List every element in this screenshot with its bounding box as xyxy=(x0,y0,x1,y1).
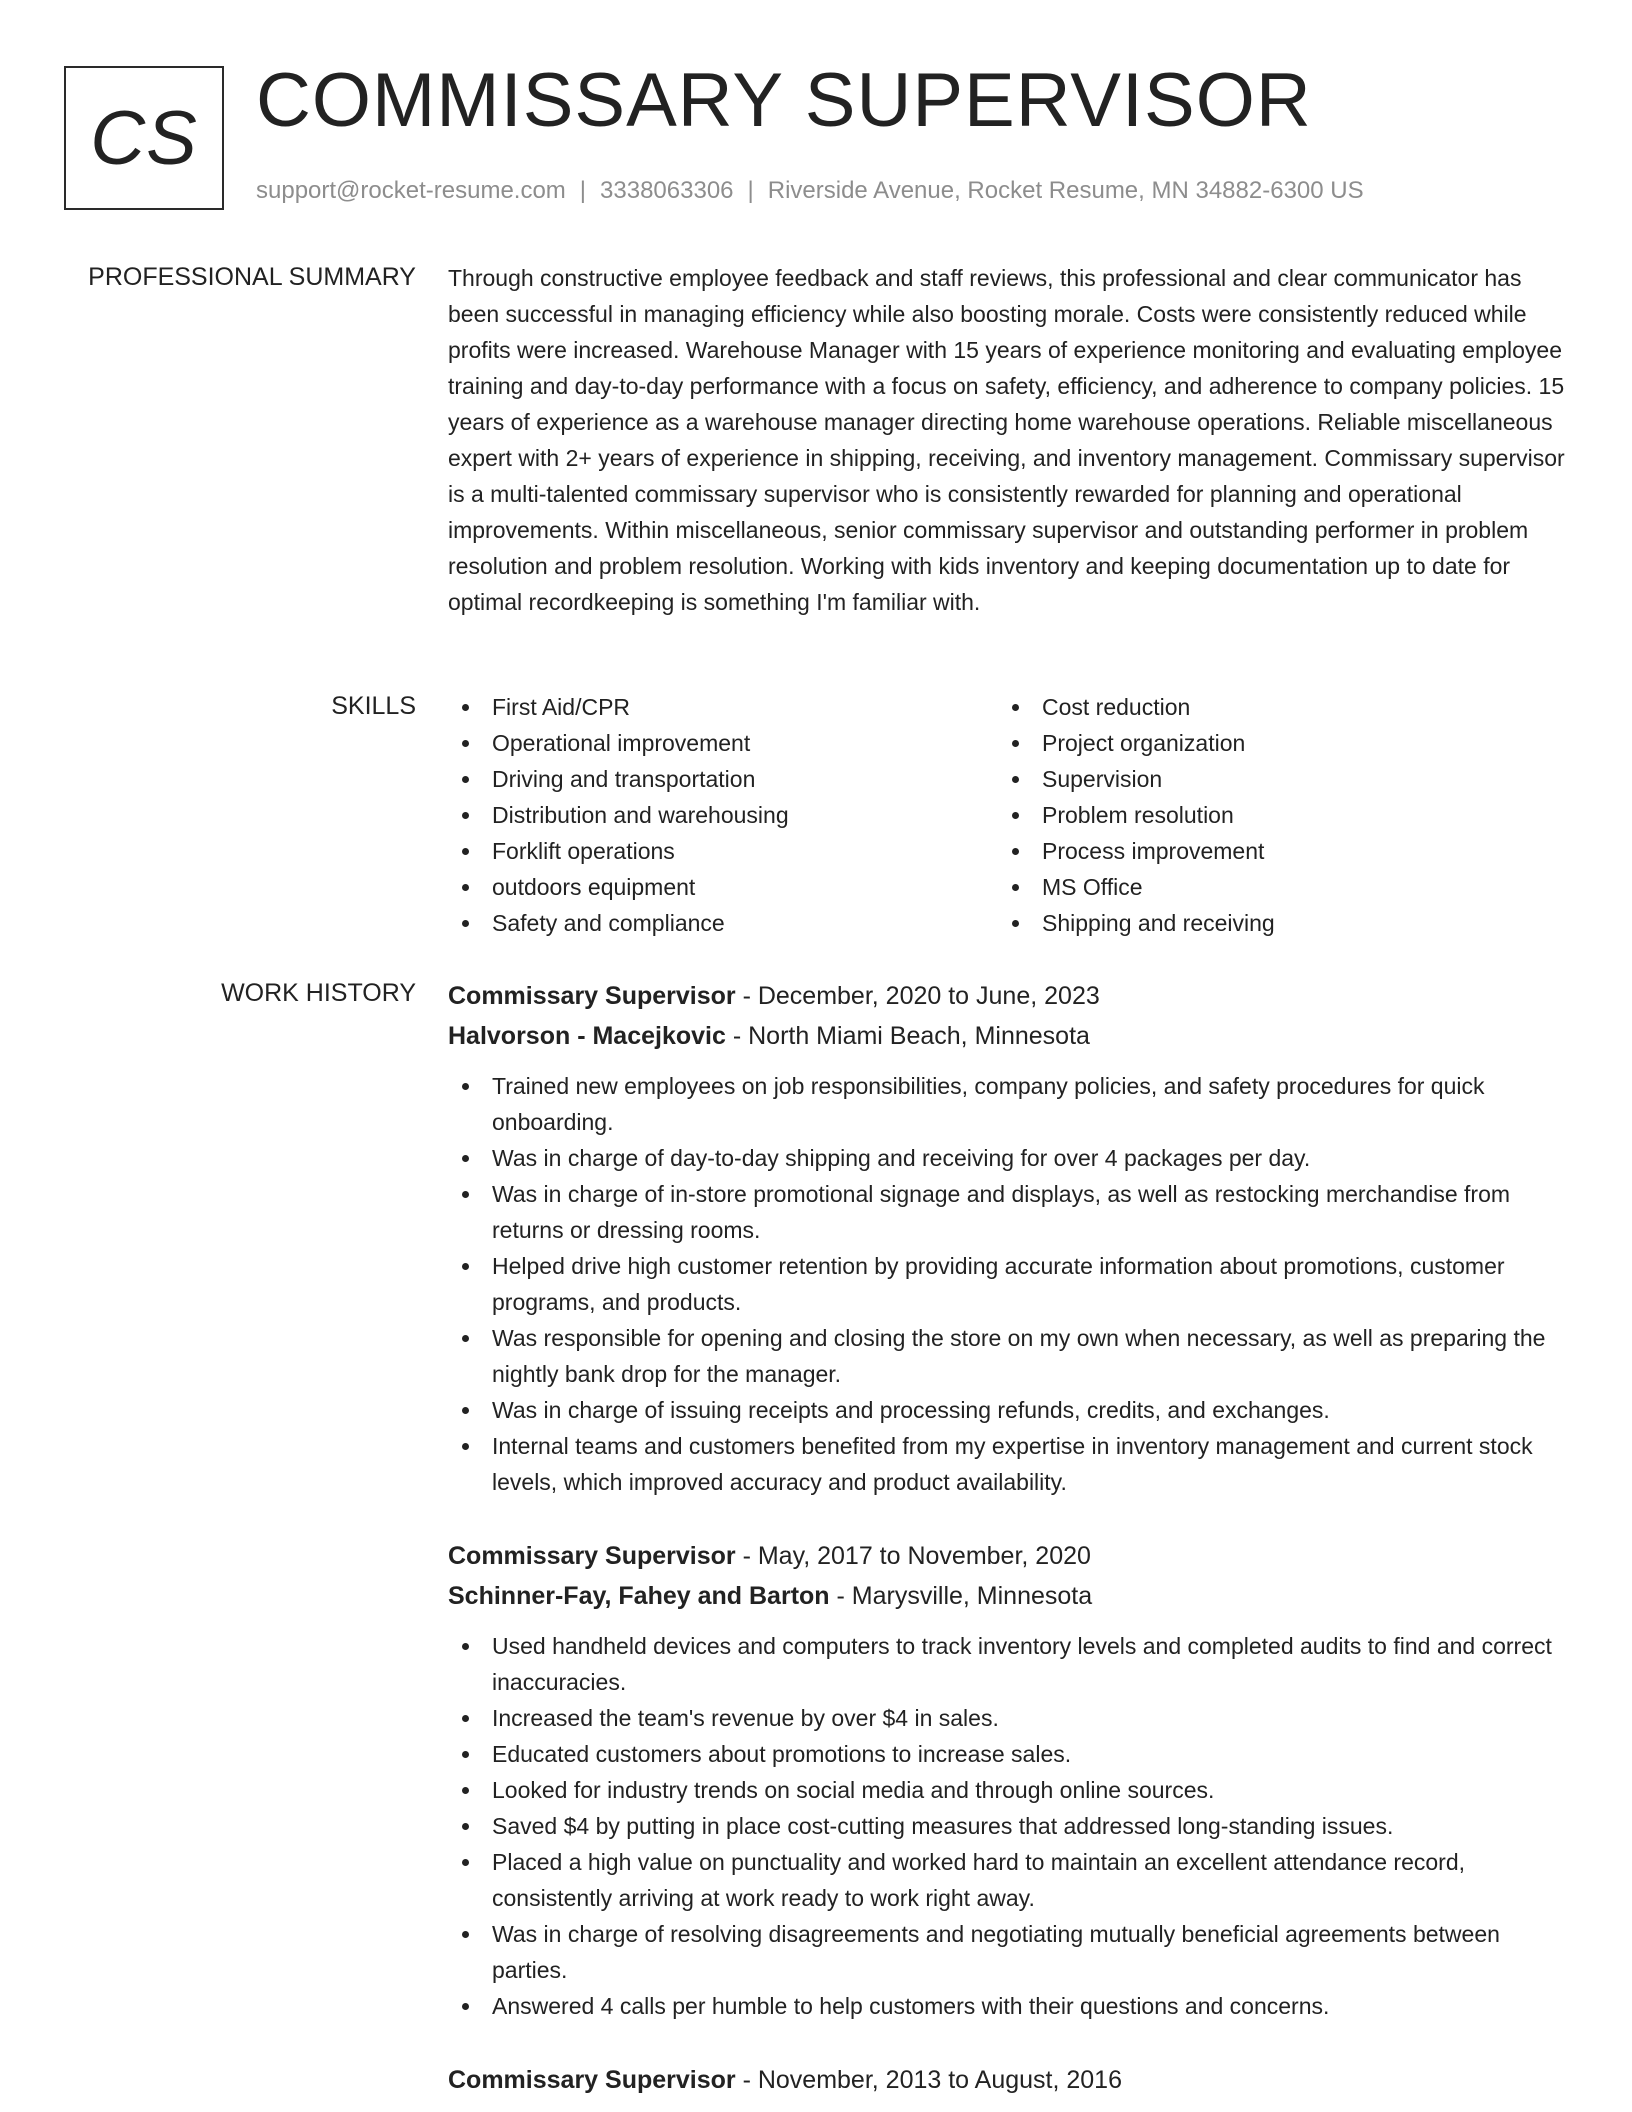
skill-item: Cost reduction xyxy=(998,689,1548,725)
skill-item: Supervision xyxy=(998,761,1548,797)
skill-item: Operational improvement xyxy=(448,725,998,761)
contact-email[interactable]: support@rocket-resume.com xyxy=(256,177,566,204)
job-bullet: Was in charge of in-store promotional signage and displays, as well as restocking merchandise from returns or dressing rooms. xyxy=(448,1176,1568,1248)
job-bullet: Helped drive high customer retention by providing accurate information about promotions, customer programs, and products. xyxy=(448,1248,1568,1320)
contact-address: Riverside Avenue, Rocket Resume, MN 34882-6300 US xyxy=(767,177,1364,204)
job-title-line xyxy=(448,976,1568,1016)
job-bullet: Answered 4 calls per humble to help customers with their questions and concerns. xyxy=(448,1988,1568,2024)
job-bullet: Trained new employees on job responsibilities, company policies, and safety procedures for quick onboarding. xyxy=(448,1068,1568,1140)
contact-separator: | xyxy=(747,177,754,204)
job-bullet: Saved $4 by putting in place cost-cutting measures that addressed long-standing issues. xyxy=(448,1808,1568,1844)
job-bullets xyxy=(448,1068,1568,1500)
contact-separator: | xyxy=(579,177,587,204)
skill-item: outdoors equipment xyxy=(448,869,998,905)
skill-item: Safety and compliance xyxy=(448,905,998,941)
job-bullet: Was in charge of day-to-day shipping and receiving for over 4 packages per day. xyxy=(448,1140,1568,1176)
job-company: Halvorson - Macejkovic xyxy=(448,1022,726,1050)
section-title: SKILLS xyxy=(331,692,416,720)
job-bullet: Used handheld devices and computers to track inventory levels and completed audits to find and correct inaccuracies. xyxy=(448,1628,1568,1700)
skill-item: Forklift operations xyxy=(448,833,998,869)
skills-list xyxy=(448,689,1568,941)
job-company-line xyxy=(448,1016,1568,1056)
job-bullet: Was responsible for opening and closing the store on my own when necessary, as well as preparing the nightly bank drop for the manager. xyxy=(448,1320,1568,1392)
job-role: Commissary Supervisor xyxy=(448,982,736,1010)
job-bullet: Educated customers about promotions to increase sales. xyxy=(448,1736,1568,1772)
skill-item: Project organization xyxy=(998,725,1548,761)
skill-item: First Aid/CPR xyxy=(448,689,998,725)
work-history-list xyxy=(448,976,1568,2112)
section-title: PROFESSIONAL SUMMARY xyxy=(88,263,416,291)
skills-column-right xyxy=(998,689,1548,941)
job-entry xyxy=(448,2060,1568,2100)
contact-phone[interactable]: 3338063306 xyxy=(600,177,734,204)
job-bullet: Internal teams and customers benefited from my expertise in inventory management and current stock levels, which improved accuracy and product availability. xyxy=(448,1428,1568,1500)
job-role: Commissary Supervisor xyxy=(448,1542,736,1570)
job-bullet: Looked for industry trends on social media and through online sources. xyxy=(448,1772,1568,1808)
monogram-logo: CS xyxy=(64,66,224,210)
page-title: COMMISSARY SUPERVISOR xyxy=(256,58,1312,143)
job-bullet: Placed a high value on punctuality and worked hard to maintain an excellent attendance record, consistently arriving at work ready to work right away. xyxy=(448,1844,1568,1916)
job-location: - Marysville, Minnesota xyxy=(829,1582,1093,1610)
job-dates: - November, 2013 to August, 2016 xyxy=(735,2066,1122,2094)
contact-line xyxy=(256,176,1364,206)
job-title-line xyxy=(448,1536,1568,1576)
job-entry xyxy=(448,1536,1568,2024)
skill-item: Problem resolution xyxy=(998,797,1548,833)
skill-item: Distribution and warehousing xyxy=(448,797,998,833)
job-bullets xyxy=(448,1628,1568,2024)
job-title-line xyxy=(448,2060,1568,2100)
job-bullet: Was in charge of issuing receipts and processing refunds, credits, and exchanges. xyxy=(448,1392,1568,1428)
job-bullet: Was in charge of resolving disagreements and negotiating mutually beneficial agreements between parties. xyxy=(448,1916,1568,1988)
skill-item: Shipping and receiving xyxy=(998,905,1548,941)
job-entry xyxy=(448,976,1568,1500)
job-dates: - December, 2020 to June, 2023 xyxy=(735,982,1100,1010)
job-role: Commissary Supervisor xyxy=(448,2066,736,2094)
job-bullet: Increased the team's revenue by over $4 in sales. xyxy=(448,1700,1568,1736)
skill-item: Driving and transportation xyxy=(448,761,998,797)
job-dates: - May, 2017 to November, 2020 xyxy=(735,1542,1091,1570)
skill-item: MS Office xyxy=(998,869,1548,905)
job-company: Schinner-Fay, Fahey and Barton xyxy=(448,1582,830,1610)
skills-column-left xyxy=(448,689,998,941)
job-location: - North Miami Beach, Minnesota xyxy=(725,1022,1090,1050)
job-company-line xyxy=(448,1576,1568,1616)
skill-item: Process improvement xyxy=(998,833,1548,869)
section-title: WORK HISTORY xyxy=(221,979,416,1007)
summary-text: Through constructive employee feedback and staff reviews, this professional and clear communicator has been successful in managing efficiency while also boosting morale. Costs were consistently reduced while profits were increased. Warehouse Manager with 15 years of experience monitoring and evaluating employee training and day-to-day performance with a focus on safety, efficiency, and adherence to company policies. 15 years of experience as a warehouse manager directing home warehouse operations. Reliable miscellaneous expert with 2+ years of experience in shipping, receiving, and inventory management. Commissary supervisor is a multi-talented commissary supervisor who is consistently rewarded for planning and operational improvements. Within miscellaneous, senior commissary supervisor and outstanding performer in problem resolution and problem resolution. Working with kids inventory and keeping documentation up to date for optimal recordkeeping is something I'm familiar with. xyxy=(448,265,1565,615)
